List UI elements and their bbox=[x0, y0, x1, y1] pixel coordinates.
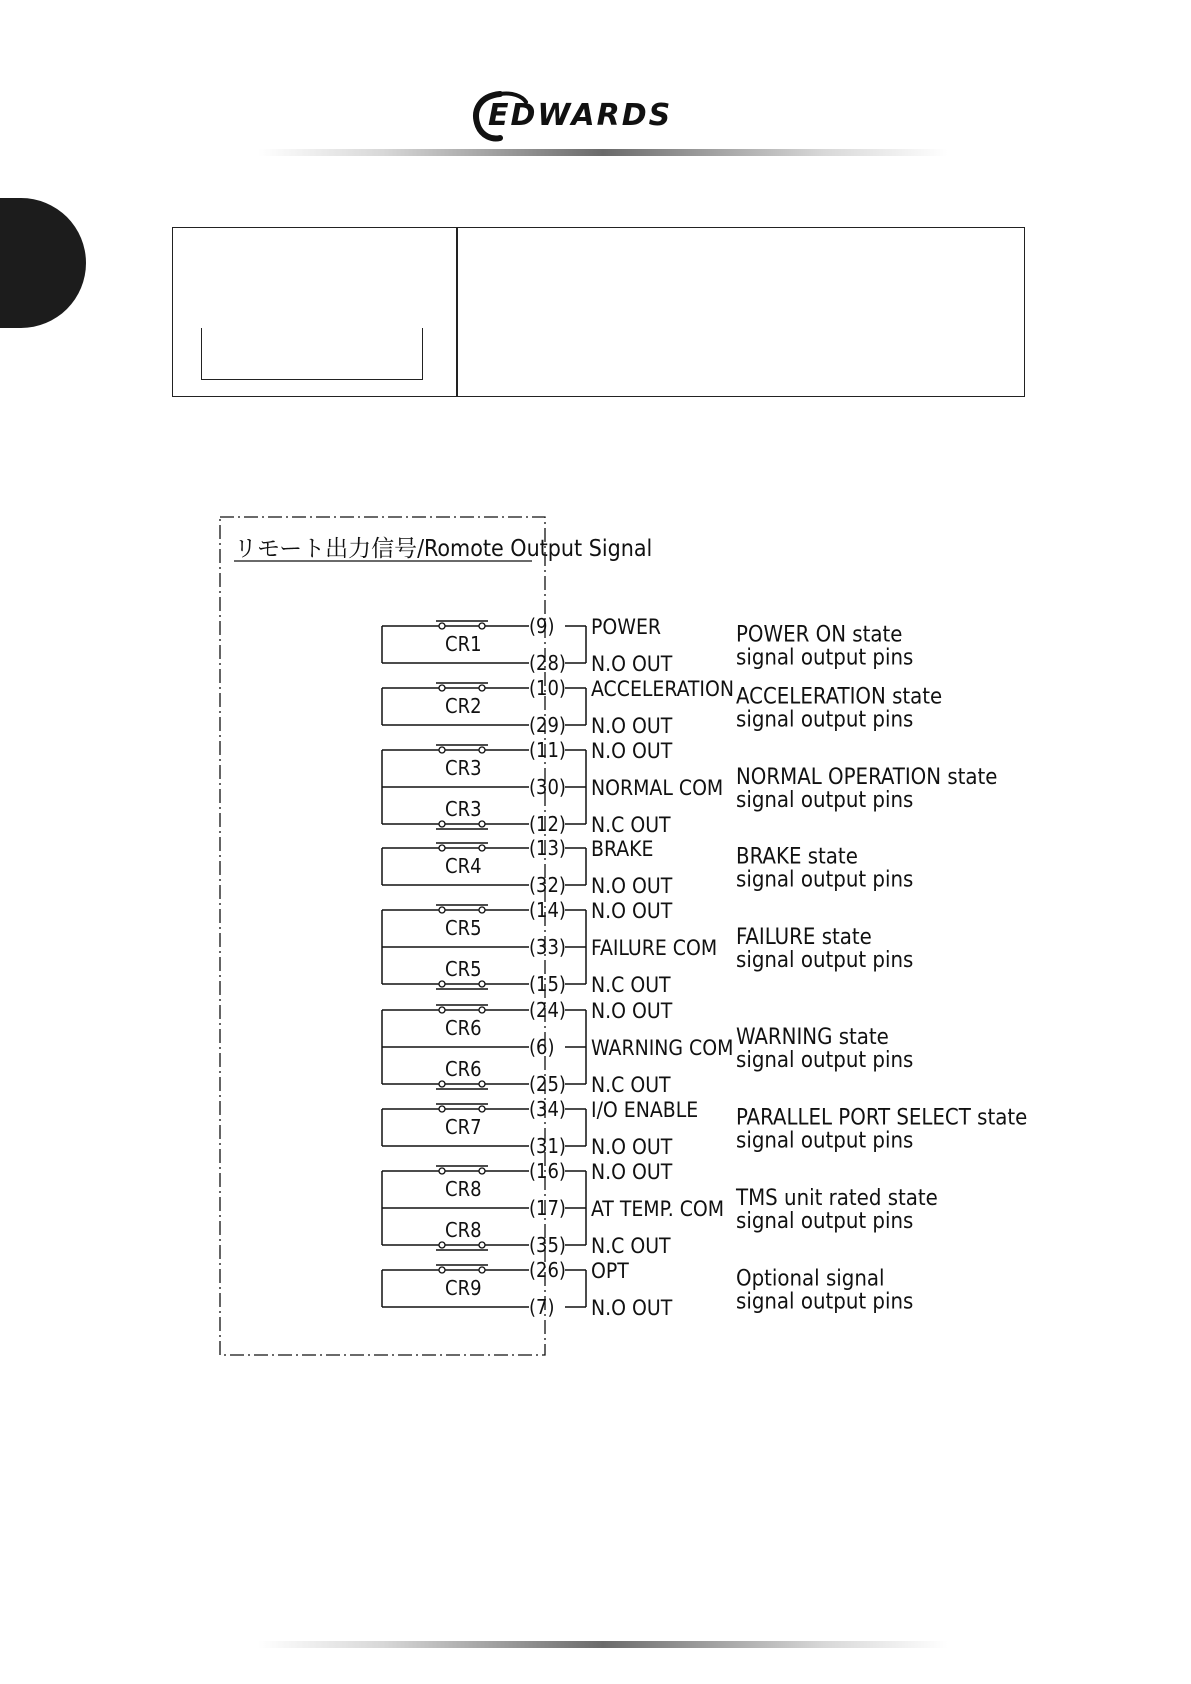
relay-label: CR1 bbox=[445, 632, 482, 656]
pin-number: (26) bbox=[529, 1258, 566, 1282]
contact-terminal bbox=[439, 1267, 445, 1273]
signal-label: FAILURE COM bbox=[591, 936, 718, 960]
state-description: signal output pins bbox=[736, 1209, 914, 1234]
contact-terminal bbox=[439, 1007, 445, 1013]
pin-number: (33) bbox=[529, 935, 566, 959]
relay-label: CR5 bbox=[445, 957, 482, 981]
contact-terminal bbox=[479, 1106, 485, 1112]
contact-terminal bbox=[439, 1106, 445, 1112]
state-description: signal output pins bbox=[736, 1128, 914, 1154]
pin-number: (31) bbox=[529, 1134, 566, 1158]
contact-terminal bbox=[439, 1242, 445, 1248]
signal-label: POWER bbox=[591, 615, 662, 639]
signal-label: I/O ENABLE bbox=[591, 1098, 699, 1122]
contact-terminal bbox=[439, 845, 445, 851]
pin-number: (17) bbox=[529, 1196, 566, 1220]
state-description: Optional signal bbox=[736, 1266, 885, 1292]
signal-label: NORMAL COM bbox=[591, 776, 724, 800]
logo-wordmark: EDWARDS bbox=[488, 98, 673, 133]
signal-label: N.C OUT bbox=[591, 813, 671, 837]
pin-number: (12) bbox=[529, 812, 566, 836]
state-description: FAILURE state bbox=[736, 925, 872, 950]
contact-terminal bbox=[439, 1081, 445, 1087]
contact-terminal bbox=[479, 821, 485, 827]
pin-number: (7) bbox=[529, 1295, 555, 1319]
relay-label: CR8 bbox=[445, 1218, 482, 1242]
relay-label: CR7 bbox=[445, 1115, 482, 1139]
contact-terminal bbox=[479, 685, 485, 691]
signal-label: OPT bbox=[591, 1259, 629, 1283]
contact-terminal bbox=[439, 1168, 445, 1174]
contact-terminal bbox=[479, 845, 485, 851]
contact-terminal bbox=[439, 685, 445, 691]
signal-label: AT TEMP. COM bbox=[591, 1197, 725, 1221]
contact-terminal bbox=[439, 981, 445, 987]
relay-label: CR9 bbox=[445, 1276, 482, 1300]
signal-label: N.O OUT bbox=[591, 1296, 673, 1320]
signal-label: N.C OUT bbox=[591, 1234, 671, 1258]
pin-number: (25) bbox=[529, 1072, 566, 1096]
pin-number: (13) bbox=[529, 836, 566, 860]
contact-terminal bbox=[439, 907, 445, 913]
relay-label: CR3 bbox=[445, 797, 482, 821]
signal-label: BRAKE bbox=[591, 837, 654, 861]
pin-number: (30) bbox=[529, 775, 566, 799]
contact-terminal bbox=[479, 747, 485, 753]
signal-label: N.O OUT bbox=[591, 1135, 673, 1159]
diagram-title: リモート出力信号/Romote Output Signal bbox=[234, 536, 653, 562]
pin-number: (28) bbox=[529, 651, 566, 675]
signal-label: N.O OUT bbox=[591, 899, 673, 923]
state-description: WARNING state bbox=[736, 1025, 889, 1050]
state-description: NORMAL OPERATION state bbox=[736, 765, 998, 790]
relay-label: CR8 bbox=[445, 1177, 482, 1201]
state-description: signal output pins bbox=[736, 1289, 914, 1315]
signal-label: N.C OUT bbox=[591, 1073, 671, 1097]
relay-label: CR6 bbox=[445, 1016, 482, 1040]
signal-label: WARNING COM bbox=[591, 1036, 734, 1060]
footer-rule bbox=[258, 1641, 948, 1648]
relay-label: CR6 bbox=[445, 1057, 482, 1081]
contact-terminal bbox=[479, 1242, 485, 1248]
pin-number: (35) bbox=[529, 1233, 566, 1257]
pin-number: (29) bbox=[529, 713, 566, 737]
contact-terminal bbox=[479, 1168, 485, 1174]
relay-label: CR2 bbox=[445, 694, 482, 718]
pin-number: (24) bbox=[529, 998, 566, 1022]
pin-number: (16) bbox=[529, 1159, 566, 1183]
state-description: signal output pins bbox=[736, 645, 914, 671]
state-description: TMS unit rated state bbox=[736, 1186, 938, 1211]
relay-label: CR3 bbox=[445, 756, 482, 780]
state-description: ACCELERATION state bbox=[736, 684, 943, 710]
state-description: POWER ON state bbox=[736, 622, 903, 648]
contact-terminal bbox=[479, 623, 485, 629]
signal-label: N.O OUT bbox=[591, 714, 673, 738]
signal-label: N.O OUT bbox=[591, 999, 673, 1023]
pin-number: (15) bbox=[529, 972, 566, 996]
contact-terminal bbox=[439, 821, 445, 827]
signal-label: N.O OUT bbox=[591, 874, 673, 898]
state-description: signal output pins bbox=[736, 788, 914, 813]
signal-label: N.O OUT bbox=[591, 1160, 673, 1184]
state-description: signal output pins bbox=[736, 867, 914, 893]
signal-label: N.C OUT bbox=[591, 973, 671, 997]
contact-terminal bbox=[479, 1081, 485, 1087]
state-description: signal output pins bbox=[736, 948, 914, 973]
contact-terminal bbox=[479, 907, 485, 913]
pin-number: (6) bbox=[529, 1035, 555, 1059]
contact-terminal bbox=[479, 981, 485, 987]
signal-label: N.O OUT bbox=[591, 652, 673, 676]
contact-terminal bbox=[479, 1267, 485, 1273]
contact-terminal bbox=[439, 747, 445, 753]
signal-label: ACCELERATION bbox=[591, 677, 735, 701]
pin-number: (14) bbox=[529, 898, 566, 922]
relay-label: CR5 bbox=[445, 916, 482, 940]
state-description: BRAKE state bbox=[736, 844, 858, 870]
contact-terminal bbox=[439, 623, 445, 629]
pin-number: (10) bbox=[529, 676, 566, 700]
pin-number: (34) bbox=[529, 1097, 566, 1121]
state-description: signal output pins bbox=[736, 1048, 914, 1073]
pin-number: (9) bbox=[529, 614, 555, 638]
pin-number: (32) bbox=[529, 873, 566, 897]
relay-label: CR4 bbox=[445, 854, 482, 878]
state-description: signal output pins bbox=[736, 707, 914, 733]
signal-label: N.O OUT bbox=[591, 739, 673, 763]
contact-terminal bbox=[479, 1007, 485, 1013]
pin-number: (11) bbox=[529, 738, 566, 762]
state-description: PARALLEL PORT SELECT state bbox=[736, 1105, 1028, 1131]
